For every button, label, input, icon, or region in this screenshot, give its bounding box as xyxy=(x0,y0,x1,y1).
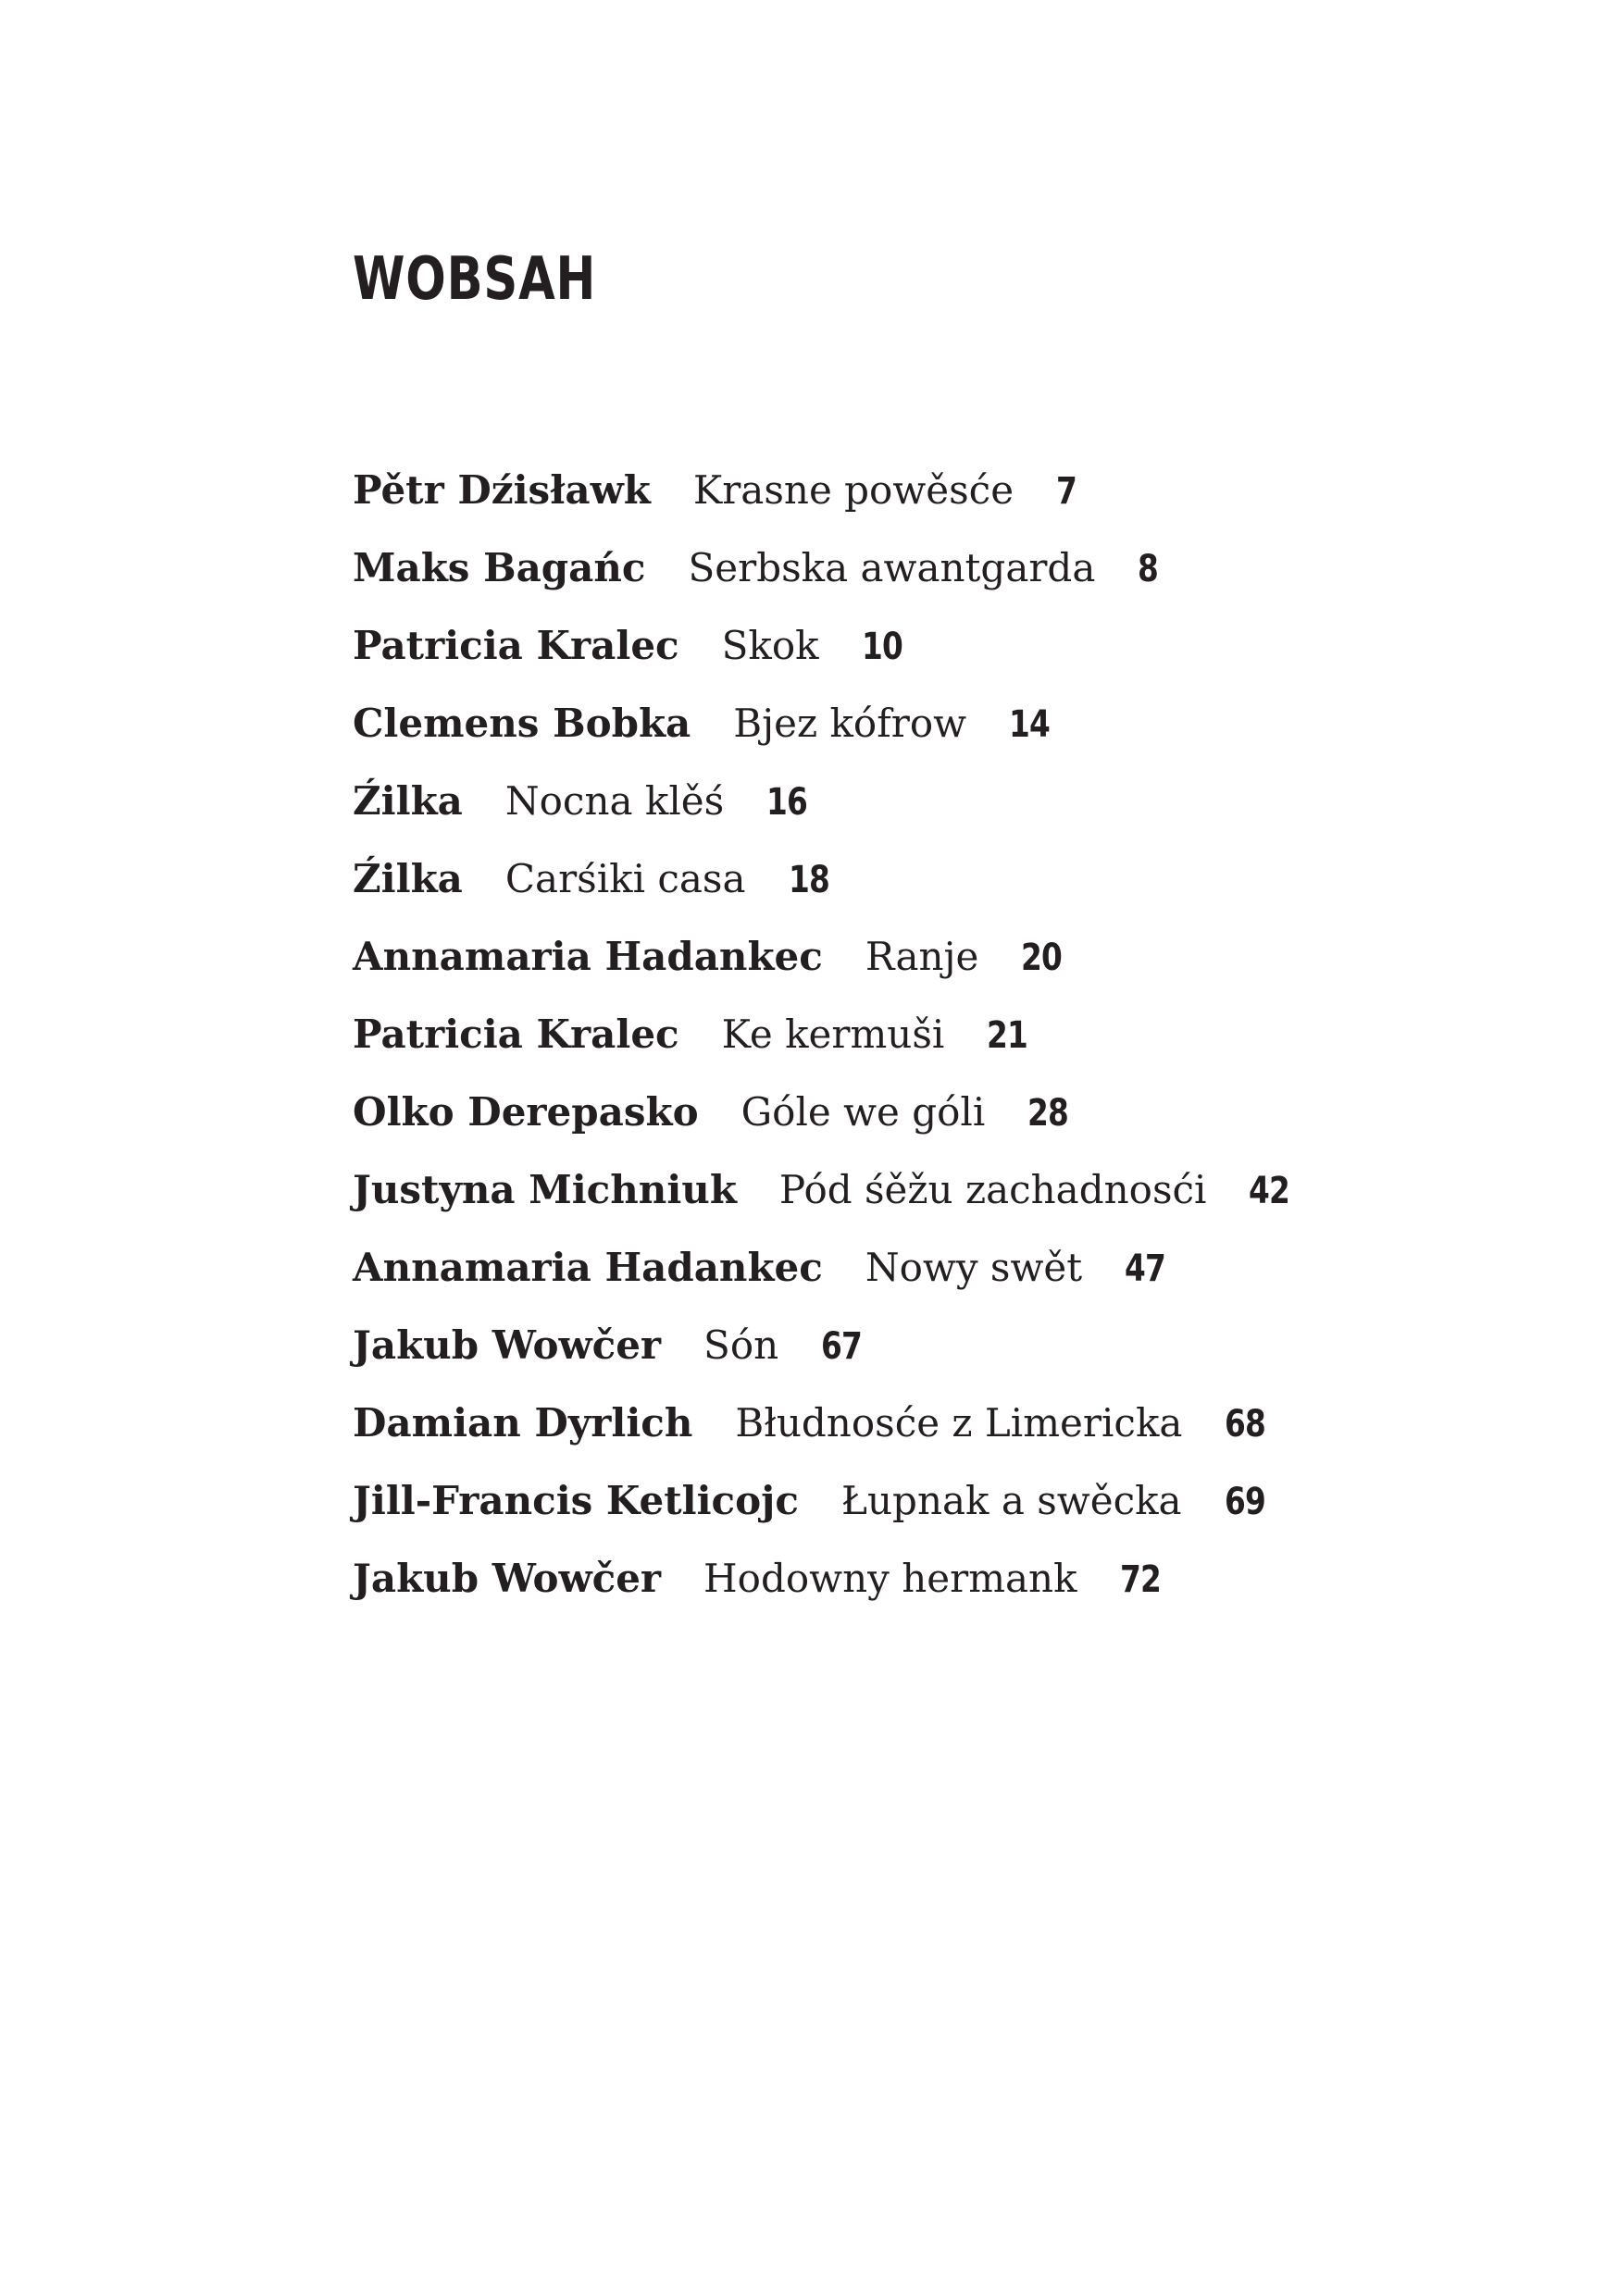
page-heading: WOBSAH xyxy=(353,245,597,314)
entry-author: Jakub Wowčer xyxy=(353,1322,662,1368)
entry-author: Patricia Kralec xyxy=(353,1011,679,1057)
toc-entry xyxy=(353,623,1556,701)
entry-author: Jakub Wowčer xyxy=(353,1556,662,1601)
entry-author: Annamaria Hadankec xyxy=(353,934,823,979)
entry-author: Maks Bagańc xyxy=(353,545,646,590)
entry-title: Łupnak a swěcka xyxy=(840,1478,1182,1523)
toc-entry xyxy=(353,467,1556,545)
toc-entry xyxy=(353,1400,1556,1478)
entry-author: Źilka xyxy=(353,778,463,824)
entry-page-number: 72 xyxy=(1119,1558,1161,1601)
entry-title: Pód śěžu zachadnosći xyxy=(778,1167,1207,1212)
entry-title: Bjez kófrow xyxy=(733,701,967,746)
entry-page-number: 14 xyxy=(1009,703,1051,746)
toc-entry xyxy=(353,778,1556,856)
toc-entry xyxy=(353,1322,1556,1400)
entry-page-number: 47 xyxy=(1125,1247,1166,1290)
toc-entry xyxy=(353,1556,1556,1633)
toc-entry xyxy=(353,1167,1556,1245)
entry-page-number: 67 xyxy=(821,1325,863,1368)
entry-page-number: 28 xyxy=(1027,1092,1069,1135)
toc-entry xyxy=(353,856,1556,934)
entry-page-number: 21 xyxy=(987,1014,1028,1057)
entry-author: Clemens Bobka xyxy=(353,701,691,746)
entry-author: Pětr Dźisławk xyxy=(353,467,651,513)
entry-page-number: 10 xyxy=(861,626,902,668)
entry-title: Skok xyxy=(721,623,819,668)
entry-title: Carśiki casa xyxy=(504,856,746,901)
entry-author: Patricia Kralec xyxy=(353,623,679,668)
entry-page-number: 42 xyxy=(1249,1170,1290,1212)
toc-entry xyxy=(353,545,1556,623)
toc-entry xyxy=(353,934,1556,1011)
toc-entry xyxy=(353,1011,1556,1089)
entry-title: Góle we góli xyxy=(741,1089,986,1135)
entry-page-number: 20 xyxy=(1021,937,1063,979)
entry-title: Són xyxy=(703,1322,779,1368)
entry-author: Olko Derepasko xyxy=(353,1089,699,1135)
entry-page-number: 69 xyxy=(1224,1481,1265,1523)
entry-page-number: 16 xyxy=(766,781,808,824)
entry-author: Jill-Francis Ketlicojc xyxy=(353,1478,799,1523)
entry-page-number: 68 xyxy=(1225,1403,1266,1446)
entry-title: Krasne powěsće xyxy=(692,467,1014,513)
entry-author: Damian Dyrlich xyxy=(353,1400,693,1446)
entry-author: Źilka xyxy=(353,856,463,901)
toc-entry xyxy=(353,1245,1556,1322)
entry-title: Nowy swět xyxy=(865,1245,1083,1290)
entry-title: Nocna klěś xyxy=(504,778,725,824)
toc-entry xyxy=(353,1478,1556,1556)
entry-title: Ranje xyxy=(865,934,979,979)
toc-entry xyxy=(353,1089,1556,1167)
entry-page-number: 8 xyxy=(1138,548,1159,590)
entry-title: Hodowny hermank xyxy=(703,1556,1077,1601)
entry-page-number: 7 xyxy=(1056,470,1077,513)
entry-page-number: 18 xyxy=(788,859,829,901)
entry-author: Annamaria Hadankec xyxy=(353,1245,823,1290)
entry-author: Justyna Michniuk xyxy=(353,1167,737,1212)
entry-title: Błudnosće z Limericka xyxy=(735,1400,1183,1446)
entry-title: Ke kermuši xyxy=(721,1011,945,1057)
entry-title: Serbska awantgarda xyxy=(688,545,1096,590)
table-of-contents xyxy=(353,467,1556,1633)
toc-entry xyxy=(353,701,1556,778)
